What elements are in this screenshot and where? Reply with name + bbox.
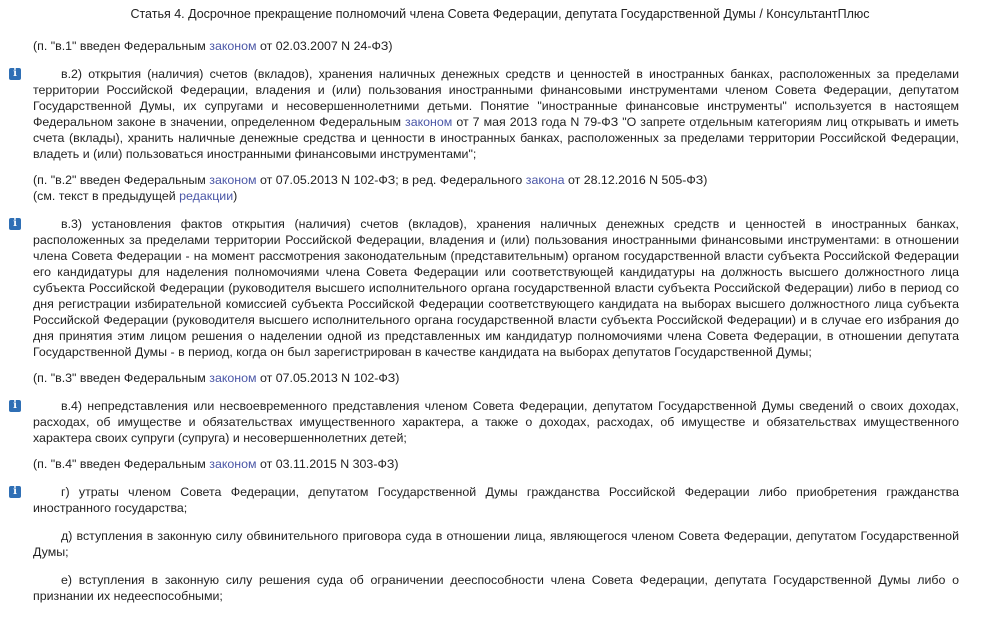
note-text: (п. "в.4" введен Федеральным	[33, 457, 210, 471]
info-icon[interactable]: i	[9, 218, 21, 230]
paragraph-g	[0, 484, 1000, 516]
law-link[interactable]: законом	[209, 371, 257, 385]
law-link[interactable]: законом	[405, 115, 453, 129]
document-body	[0, 38, 1000, 604]
paragraph-text: в.3) установления фактов открытия (наличия) счетов (вкладов), хранения наличных денежных средств и ценностей в иностранных банках, расположенных за пределами территории Российской Федерации, владения и (или) пользования иностранными финансовыми инструментами: в отношении члена Совета Федерации - на момент рассмотрения законодательным (представительным) органом государственной власти субъекта Российской Федерации его кандидатуры для наделения полномочиями члена Совета Федерации или соответствующей кандидатуры на должность высшего должностного лица субъекта Российской Федерации (руководителя высшего исполнительного органа государственной власти субъекта Российской Федерации) либо в период со дня регистрации избирательной комиссией субъекта Российской Федерации соответствующего кандидата на выборах высшего должностного лица субъекта Российской Федерации (руководителя высшего исполнительного органа государственной власти субъекта Российской Федерации) и в случае его избрания до дня принятия этим лицом решения о наделении одной из представленных им кандидатур полномочиями члена Совета Федерации, в отношении депутата Государственной Думы - в период, когда он был зарегистрирован в качестве кандидата на выборах депутатов Государственной Думы;	[33, 217, 959, 359]
note-text: (см. текст в предыдущей	[33, 189, 180, 203]
paragraph-text: г) утраты членом Совета Федерации, депутатом Государственной Думы гражданства Российской Федерации либо приобретения гражданства иностранного государства;	[33, 485, 959, 515]
law-link[interactable]: законом	[209, 39, 257, 53]
note-text: )	[233, 189, 238, 203]
note-text: от 07.05.2013 N 102-ФЗ; в ред. Федерального	[256, 173, 526, 187]
note-text: от 03.11.2015 N 303-ФЗ)	[256, 457, 399, 471]
note-text: (п. "в.2" введен Федеральным	[33, 173, 210, 187]
note-text: от 07.05.2013 N 102-ФЗ)	[256, 371, 400, 385]
note-text: (п. "в.1" введен Федеральным	[33, 39, 210, 53]
law-link[interactable]: закона	[525, 173, 565, 187]
law-link[interactable]: законом	[209, 173, 257, 187]
paragraph-v3	[0, 216, 1000, 360]
paragraph-text: д) вступления в законную силу обвинительного приговора суда в отношении лица, являющегося членом Совета Федерации, депутатом Государственной Думы;	[33, 529, 959, 559]
info-icon[interactable]: i	[9, 486, 21, 498]
amendment-note-v1	[0, 38, 1000, 54]
note-text: от 28.12.2016 N 505-ФЗ)	[564, 173, 708, 187]
amendment-note-v4	[0, 456, 1000, 472]
note-text: (п. "в.3" введен Федеральным	[33, 371, 210, 385]
law-link[interactable]: законом	[209, 457, 257, 471]
note-text: от 02.03.2007 N 24-ФЗ)	[256, 39, 393, 53]
info-icon[interactable]: i	[9, 68, 21, 80]
previous-edition-note	[0, 188, 1000, 204]
paragraph-text	[0, 66, 959, 162]
info-icon[interactable]: i	[9, 400, 21, 412]
paragraph-text-part: от 7 мая 2013 года N 79-ФЗ "О запрете отдельным категориям лиц открывать и иметь счета (вклады), хранить наличные денежные средства и ценности в иностранных банках, расположенных за пределами территории Российской Федерации, владеть и (или) пользоваться иностранными финансовыми инструментами";	[33, 115, 959, 161]
paragraph-v4	[0, 398, 1000, 446]
amendment-note-v2	[0, 172, 1000, 188]
page-title: Статья 4. Досрочное прекращение полномочий члена Совета Федерации, депутата Государственной Думы / КонсультантПлюс	[130, 7, 870, 21]
paragraph-text: в.4) непредставления или несвоевременного представления членом Совета Федерации, депутатом Государственной Думы сведений о своих доходах, расходах, об имуществе и обязательствах имущественного характера, а также о доходах, расходах, об имуществе и обязательствах имущественного характера своих супруги (супруга) и несовершеннолетних детей;	[33, 399, 959, 445]
edition-link[interactable]: редакции	[179, 189, 234, 203]
paragraph-d	[0, 528, 1000, 560]
paragraph-text-part: в.2) открытия (наличия) счетов (вкладов), хранения наличных денежных средств и ценностей в иностранных банках, расположенных за пределами территории Российской Федерации, владения и (или) пользования иностранными финансовыми инструментами членом Совета Федерации, депутатом Государственной Думы, их супругами и несовершеннолетними детьми. Понятие "иностранные финансовые инструменты" используется в настоящем Федеральном законе в значении, определенном Федеральным	[33, 67, 959, 129]
amendment-note-v3	[0, 370, 1000, 386]
paragraph-text: е) вступления в законную силу решения суда об ограничении дееспособности члена Совета Федерации, депутата Государственной Думы либо о признании их недееспособными;	[33, 573, 959, 603]
paragraph-v2	[0, 66, 1000, 162]
paragraph-e	[0, 572, 1000, 604]
